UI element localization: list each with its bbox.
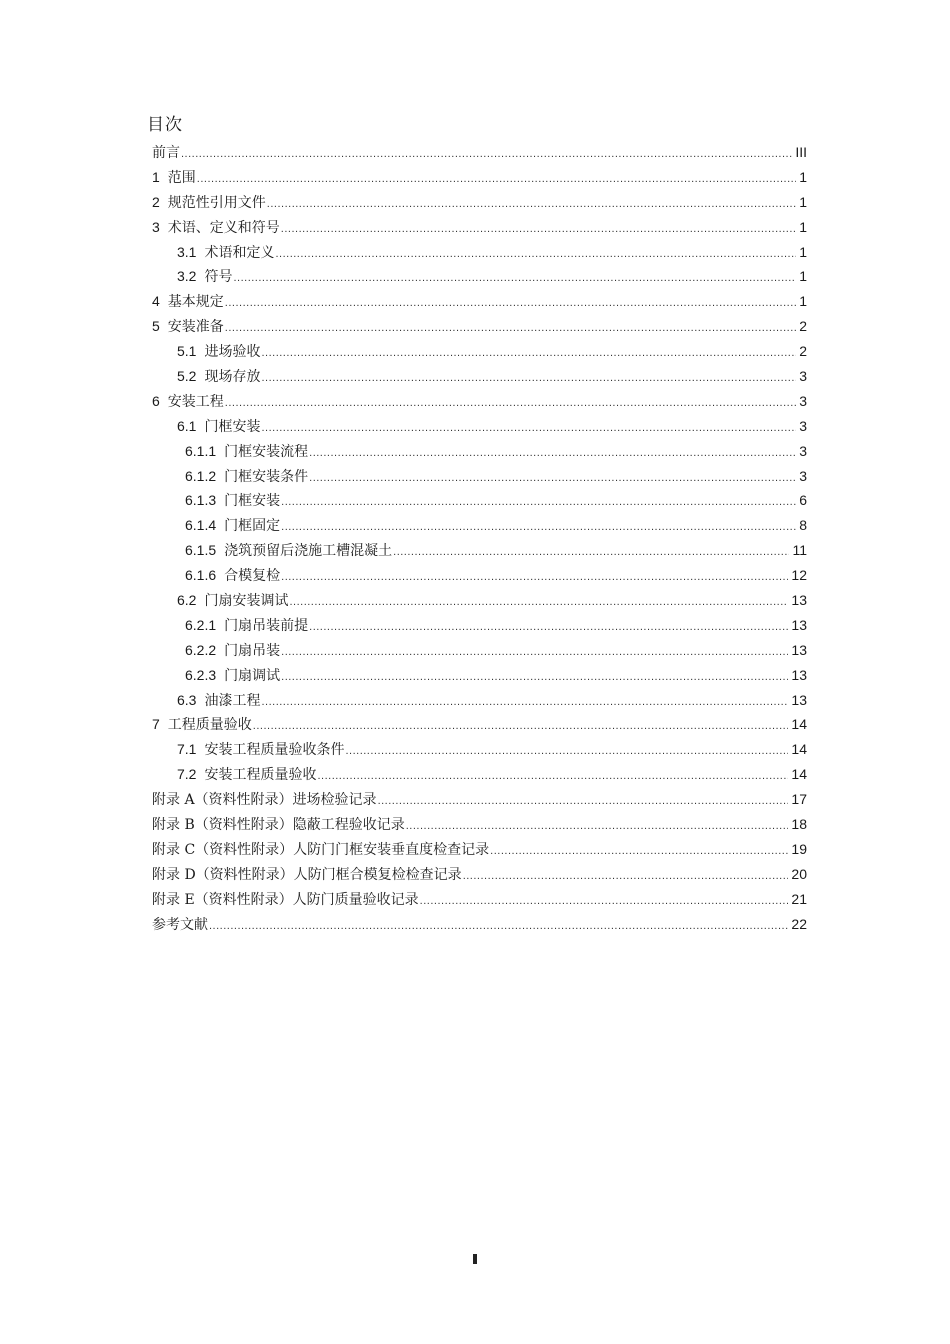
toc-entry-label: 术语、定义和符号 — [167, 219, 280, 236]
toc-entry[interactable] — [152, 488, 807, 513]
toc-entry-page-number: 8 — [799, 517, 807, 534]
toc-dot-leader — [289, 590, 788, 615]
toc-dot-leader — [281, 665, 788, 690]
toc-entry-number: 6.1.3 — [185, 492, 217, 509]
toc-dot-leader — [393, 540, 789, 565]
toc-entry-number: 6 — [152, 392, 160, 409]
toc-dot-leader — [490, 839, 788, 864]
page-footer-mark — [473, 1254, 477, 1264]
toc-entry-number: 6.1.1 — [185, 442, 217, 459]
toc-entry-label: 前言 — [152, 145, 180, 161]
toc-entry-page-number: 12 — [791, 567, 807, 584]
toc-dot-leader — [309, 441, 796, 466]
toc-entry[interactable] — [152, 688, 807, 713]
toc-entry-label: 油漆工程 — [204, 692, 261, 709]
toc-entry-number: 3.2 — [177, 268, 197, 285]
toc-dot-leader — [378, 789, 789, 814]
toc-entry-label: 门扇吊装前提 — [224, 617, 309, 634]
toc-dot-leader — [275, 242, 796, 267]
toc-entry[interactable] — [152, 364, 807, 389]
toc-entry-number: 6.2.1 — [185, 616, 217, 633]
toc-entry-label: 安装准备 — [167, 319, 224, 336]
toc-entry[interactable] — [152, 513, 807, 538]
toc-dot-leader — [233, 266, 796, 291]
toc-dot-leader — [317, 764, 788, 789]
toc-title: 目次 — [147, 115, 183, 135]
toc-entry-page-number: 18 — [791, 816, 807, 833]
toc-entry-page-number: 14 — [791, 716, 807, 733]
toc-entry-page-number: 17 — [791, 791, 807, 808]
toc-entry-label: 进场验收 — [204, 344, 261, 361]
toc-entry[interactable] — [152, 464, 807, 489]
toc-entry-label: 门扇调试 — [224, 667, 281, 684]
toc-entry-label: 门框安装流程 — [224, 443, 309, 460]
toc-dot-leader — [463, 864, 789, 889]
toc-dot-leader — [309, 615, 788, 640]
toc-entry[interactable] — [152, 289, 807, 314]
toc-entry-label: 合模复检 — [224, 568, 281, 585]
toc-entry-label: 基本规定 — [167, 294, 224, 311]
toc-dot-leader — [261, 416, 796, 441]
toc-entry[interactable] — [152, 712, 807, 737]
toc-entry[interactable] — [152, 414, 807, 439]
toc-entry-label: 门框安装 — [224, 493, 281, 510]
toc-entry-label: 附录 E（资料性附录）人防门质量验收记录 — [152, 891, 419, 908]
toc-entry-number: 6.2.3 — [185, 666, 217, 683]
toc-entry-page-number: 14 — [791, 766, 807, 783]
toc-entry-page-number: 3 — [799, 442, 807, 459]
toc-entry[interactable] — [152, 240, 807, 265]
toc-entry[interactable] — [152, 314, 807, 339]
toc-entry-number: 6.3 — [177, 691, 197, 708]
toc-entry-number: 6.1.2 — [185, 467, 217, 484]
toc-dot-leader — [281, 565, 788, 590]
toc-entry-page-number: 13 — [791, 641, 807, 658]
toc-entry-page-number: 3 — [799, 392, 807, 409]
toc-entry-page-number: 13 — [791, 691, 807, 708]
toc-dot-leader — [281, 640, 788, 665]
toc-entry-number: 6.1.6 — [185, 567, 217, 584]
toc-entry-number: 6.1.5 — [185, 542, 217, 559]
toc-dot-leader — [225, 391, 796, 416]
toc-entry-label: 附录 B（资料性附录）隐蔽工程验收记录 — [152, 817, 405, 834]
toc-entry-number: 1 — [152, 168, 160, 185]
toc-entry-page-number: 3 — [799, 417, 807, 434]
toc-entry[interactable] — [152, 638, 807, 663]
toc-entry[interactable] — [152, 264, 807, 289]
toc-entry-page-number: 2 — [799, 343, 807, 360]
toc-entry[interactable] — [152, 165, 807, 190]
toc-entry-label: 浇筑预留后浇施工槽混凝土 — [224, 543, 393, 560]
toc-entry[interactable] — [152, 862, 807, 887]
toc-entry-label: 工程质量验收 — [167, 717, 252, 734]
toc-dot-leader — [225, 316, 796, 341]
toc-entry-page-number: 3 — [799, 368, 807, 385]
toc-entry-label: 门框安装 — [204, 418, 261, 435]
toc-dot-leader — [197, 167, 796, 192]
toc-entry-number: 4 — [152, 293, 160, 310]
toc-entry[interactable] — [152, 812, 807, 837]
toc-entry-number: 6.2.2 — [185, 641, 217, 658]
toc-dot-leader — [281, 515, 796, 540]
toc-dot-leader — [261, 366, 796, 391]
toc-entry[interactable] — [152, 339, 807, 364]
toc-entry[interactable] — [152, 787, 807, 812]
toc-entry-number: 5.2 — [177, 368, 197, 385]
toc-dot-leader — [420, 889, 789, 914]
toc-entry[interactable] — [152, 737, 807, 762]
toc-entry[interactable] — [152, 613, 807, 638]
toc-entry-label: 安装工程 — [167, 393, 224, 410]
toc-entry-label: 安装工程质量验收条件 — [204, 742, 345, 759]
toc-dot-leader — [309, 466, 796, 491]
toc-entry-page-number: 13 — [791, 616, 807, 633]
toc-dot-leader — [261, 341, 796, 366]
toc-dot-leader — [225, 291, 796, 316]
toc-entry-label: 术语和定义 — [204, 244, 275, 261]
toc-entry-number: 6.2 — [177, 592, 197, 609]
toc-entry-number: 5.1 — [177, 343, 197, 360]
toc-dot-leader — [406, 814, 789, 839]
toc-entry-number: 6.1.4 — [185, 517, 217, 534]
toc-entry-number: 5 — [152, 318, 160, 335]
toc-entry[interactable] — [152, 762, 807, 787]
toc-entry-page-number: 6 — [799, 492, 807, 509]
toc-entry[interactable] — [152, 588, 807, 613]
toc-entry-page-number: 1 — [799, 268, 807, 285]
toc-entry-label: 附录 A（资料性附录）进场检验记录 — [152, 792, 377, 809]
toc-entry-label: 安装工程质量验收 — [204, 767, 317, 784]
toc-entry-page-number: 1 — [799, 193, 807, 210]
toc-dot-leader — [267, 192, 796, 217]
toc-entry[interactable] — [152, 912, 807, 937]
toc-entry-page-number: 1 — [799, 293, 807, 310]
toc-entry[interactable] — [152, 389, 807, 414]
toc-dot-leader — [209, 914, 788, 939]
toc-entry-number: 3.1 — [177, 243, 197, 260]
toc-dot-leader — [281, 217, 796, 242]
toc-entry-label: 现场存放 — [204, 369, 261, 386]
toc-dot-leader — [253, 714, 789, 739]
toc-entry-page-number: 13 — [791, 666, 807, 683]
toc-entry-label: 范围 — [167, 169, 196, 186]
toc-entry[interactable] — [152, 439, 807, 464]
toc-entry[interactable] — [152, 190, 807, 215]
toc-entry-label: 规范性引用文件 — [167, 194, 266, 211]
toc-entry-page-number: 14 — [791, 741, 807, 758]
toc-entry-page-number: 11 — [792, 542, 807, 559]
toc-entry-page-number: 20 — [791, 865, 807, 882]
toc-entry-number: 3 — [152, 218, 160, 235]
toc-dot-leader — [345, 739, 788, 764]
toc-entry-number: 7.2 — [177, 766, 197, 783]
toc-entry-page-number: 1 — [799, 243, 807, 260]
toc-entry-page-number: III — [795, 144, 807, 160]
toc-entry-page-number: 2 — [799, 318, 807, 335]
toc-entry-page-number: 13 — [791, 592, 807, 609]
toc-entry-page-number: 1 — [799, 218, 807, 235]
toc-entry-page-number: 3 — [799, 467, 807, 484]
toc-entry[interactable] — [152, 887, 807, 912]
toc-entry[interactable] — [152, 663, 807, 688]
toc-entry-label: 门扇吊装 — [224, 642, 281, 659]
toc-entry-label: 参考文献 — [152, 916, 208, 933]
toc-entry-number: 6.1 — [177, 417, 197, 434]
toc-entry-page-number: 19 — [791, 840, 807, 857]
toc-entry[interactable] — [152, 837, 807, 862]
toc-entry-number: 2 — [152, 193, 160, 210]
toc-entry[interactable] — [152, 140, 807, 165]
toc-entry-label: 门框固定 — [224, 518, 281, 535]
toc-entry[interactable] — [152, 538, 807, 563]
toc-entry-number: 7 — [152, 716, 160, 733]
toc-entry-page-number: 22 — [791, 915, 807, 932]
toc-dot-leader — [181, 142, 792, 167]
toc-entry[interactable] — [152, 563, 807, 588]
toc-entry-label: 符号 — [204, 269, 233, 286]
toc-dot-leader — [281, 490, 796, 515]
toc-dot-leader — [261, 690, 788, 715]
toc-entry-number: 7.1 — [177, 741, 197, 758]
table-of-contents — [152, 140, 807, 937]
toc-entry-label: 门扇安装调试 — [204, 593, 289, 610]
toc-entry-label: 门框安装条件 — [224, 468, 309, 485]
toc-entry-page-number: 1 — [799, 168, 807, 185]
toc-entry[interactable] — [152, 215, 807, 240]
toc-entry-label: 附录 D（资料性附录）人防门框合模复检检查记录 — [152, 866, 462, 883]
toc-entry-page-number: 21 — [791, 890, 807, 907]
toc-entry-label: 附录 C（资料性附录）人防门门框安装垂直度检查记录 — [152, 841, 490, 858]
